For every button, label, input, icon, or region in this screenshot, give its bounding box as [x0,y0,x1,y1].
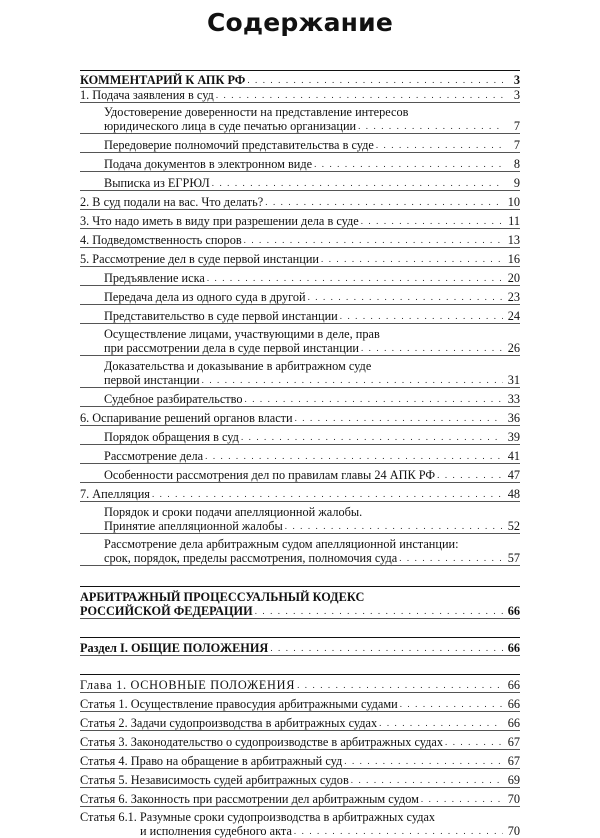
toc-entry[interactable] [80,388,520,407]
entry-text-line2: срок, порядок, пределы рассмотрения, полномочия суда [104,551,398,565]
page-number: 36 [507,411,520,425]
toc-heading-code[interactable] [80,586,520,619]
toc-entry[interactable] [80,248,520,267]
entry-text: 6. Оспаривание решений органов власти [80,411,293,425]
entry-text: Особенности рассмотрения дел по правилам главы 24 АПК РФ [104,468,436,482]
page-number: 31 [507,373,520,387]
page-number: 66 [507,716,520,730]
entry-text: Предъявление иска [104,271,205,285]
toc-entry[interactable] [80,286,520,305]
page-number: 7 [513,119,520,133]
page-title: Содержание [206,8,394,37]
entry-text-line1: Статья 6.1. Разумные сроки судопроизводства в арбитражных судах [80,810,436,824]
heading-text-line2: РОССИЙСКОЙ ФЕДЕРАЦИИ [80,604,253,618]
page-number: 66 [507,604,520,618]
page-number: 67 [507,735,520,749]
toc-entry[interactable] [80,407,520,426]
page-number: 39 [507,430,520,444]
page-number: 66 [507,697,520,711]
toc-entry[interactable] [80,426,520,445]
page-number: 8 [513,157,520,171]
toc-entry[interactable] [80,229,520,248]
toc-entry[interactable] [80,267,520,286]
page-number: 70 [507,824,520,838]
toc-entry[interactable] [80,172,520,191]
toc-entry[interactable] [80,788,520,807]
toc-entry[interactable] [80,750,520,769]
heading-text-line1: АРБИТРАЖНЫЙ ПРОЦЕССУАЛЬНЫЙ КОДЕКС [80,590,365,604]
entry-text: Рассмотрение дела [104,449,204,463]
toc-entry[interactable] [80,693,520,712]
heading-text: Глава 1. ОСНОВНЫЕ ПОЛОЖЕНИЯ [80,678,296,692]
entry-text: Передача дела из одного суда в другой [104,290,306,304]
page-number: 10 [507,195,520,209]
toc-heading-commentary[interactable] [80,73,520,88]
page-number: 20 [507,271,520,285]
toc-entry[interactable] [80,356,520,388]
entry-text-line2: Принятие апелляционной жалобы [104,519,283,533]
toc-heading-chapter[interactable] [80,674,520,693]
page-number: 16 [507,252,520,266]
entry-text-line2: и исполнения судебного акта [140,824,292,838]
entry-text: Статья 2. Задачи судопроизводства в арбитражных судах [80,716,378,730]
page-number: 66 [507,678,520,692]
toc-entry[interactable] [80,305,520,324]
toc-entry[interactable] [80,153,520,172]
entry-text-line2: первой инстанции [104,373,200,387]
entry-text: 1. Подача заявления в суд [80,88,214,102]
page-number: 41 [507,449,520,463]
toc-entry[interactable] [80,210,520,229]
page-number: 48 [507,487,520,501]
page-number: 47 [507,468,520,482]
heading-text: Раздел I. ОБЩИЕ ПОЛОЖЕНИЯ [80,641,269,655]
entry-text: Судебное разбирательство [104,392,243,406]
page-number: 3 [513,73,520,87]
toc-entry[interactable] [80,769,520,788]
entry-text-line2: при рассмотрении дела в суде первой инстанции [104,341,359,355]
entry-text: Статья 4. Право на обращение в арбитражный суд [80,754,343,768]
page-number: 70 [507,792,520,806]
page-number: 11 [508,214,520,228]
entry-text: Статья 5. Независимость судей арбитражных судов [80,773,349,787]
entry-text: Статья 1. Осуществление правосудия арбитражными судами [80,697,398,711]
toc-entry[interactable] [80,103,520,134]
toc-entry[interactable] [80,445,520,464]
page-number: 66 [507,641,520,655]
toc-entry[interactable] [80,191,520,210]
entry-text: Представительство в суде первой инстанции [104,309,338,323]
toc-entry[interactable] [80,731,520,750]
toc-entry[interactable] [80,502,520,534]
entry-text-line1: Рассмотрение дела арбитражным судом апелляционной инстанции: [104,537,459,551]
entry-text-line1: Удостоверение доверенности на представление интересов [104,105,409,119]
entry-text: Передоверие полномочий представительства в суде [104,138,374,152]
entry-text: 5. Рассмотрение дел в суде первой инстанции [80,252,320,266]
toc-entry[interactable] [80,534,520,566]
toc-entry[interactable] [80,88,520,103]
toc-heading-section[interactable] [80,637,520,656]
page-number: 7 [513,138,520,152]
entry-text: Порядок обращения в суд [104,430,239,444]
entry-text: 2. В суд подали на вас. Что делать? [80,195,264,209]
page-number: 52 [507,519,520,533]
page-number: 23 [507,290,520,304]
entry-text-line1: Осуществление лицами, участвующими в деле, прав [104,327,380,341]
page-number: 9 [513,176,520,190]
entry-text-line2: юридического лица в суде печатью организации [104,119,357,133]
table-of-contents [80,70,520,838]
entry-text: Статья 6. Законность при рассмотрении дел арбитражным судом [80,792,419,806]
page-number: 26 [507,341,520,355]
toc-entry[interactable] [80,712,520,731]
heading-text: КОММЕНТАРИЙ К АПК РФ [80,73,246,87]
entry-text: Выписка из ЕГРЮЛ [104,176,210,190]
entry-text: 3. Что надо иметь в виду при разрешении дела в суде [80,214,359,228]
toc-entry[interactable] [80,134,520,153]
page-number: 33 [507,392,520,406]
page-number: 24 [507,309,520,323]
entry-text: Статья 3. Законодательство о судопроизводстве в арбитражных судах [80,735,443,749]
entry-text: Подача документов в электронном виде [104,157,313,171]
toc-entry[interactable] [80,483,520,502]
page-number: 13 [507,233,520,247]
page-number: 69 [507,773,520,787]
page-number: 57 [507,551,520,565]
entry-text-line1: Доказательства и доказывание в арбитражном суде [104,359,372,373]
toc-entry[interactable] [80,324,520,356]
toc-entry[interactable] [80,807,520,838]
page-number: 67 [507,754,520,768]
entry-text: 7. Апелляция [80,487,150,501]
entry-text: 4. Подведомственность споров [80,233,242,247]
entry-text-line1: Порядок и сроки подачи апелляционной жалобы. [104,505,363,519]
divider [80,70,520,71]
toc-entry[interactable] [80,464,520,483]
page-number: 3 [513,88,520,102]
